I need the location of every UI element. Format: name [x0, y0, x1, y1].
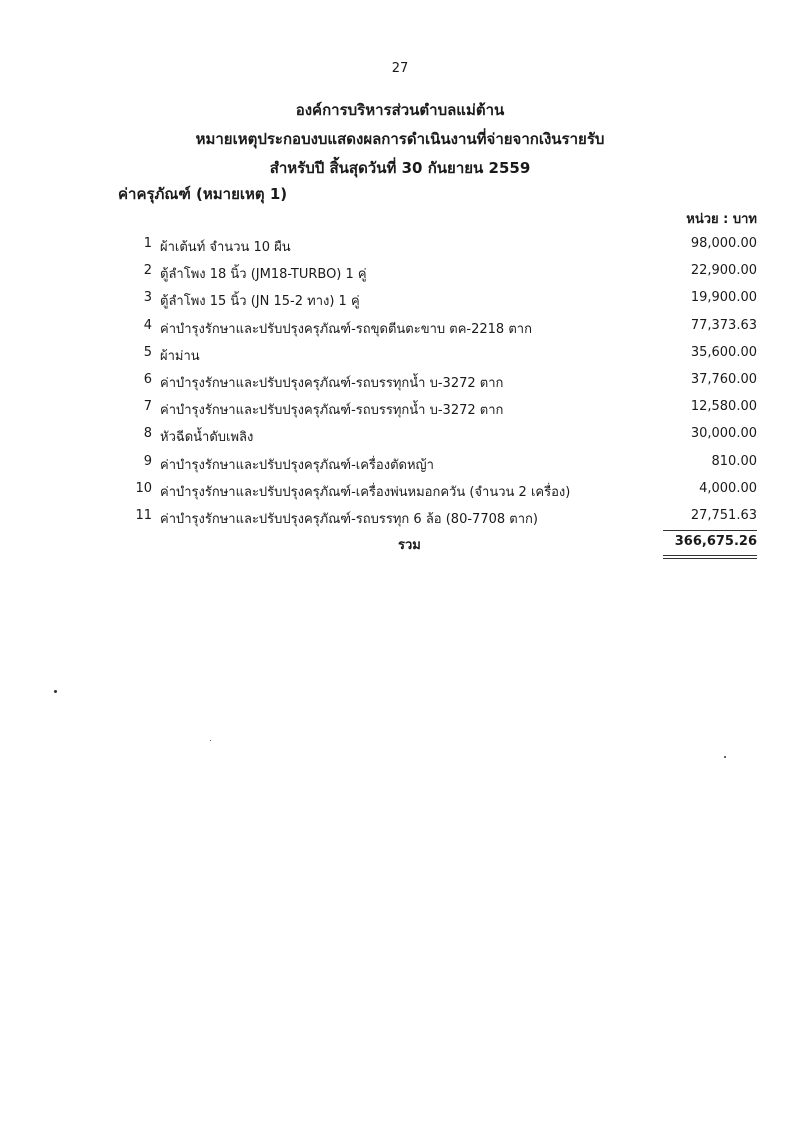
- item-description: ค่าบำรุงรักษาและปรับปรุงครุภัณฑ์-เครื่องพ่นหมอกควัน (จำนวน 2 เครื่อง): [160, 484, 571, 500]
- total-double-rule-lower: [663, 558, 757, 559]
- item-description: ตู้ลำโพง 15 นิ้ว (JN 15-2 ทาง) 1 คู่: [160, 294, 360, 310]
- item-number: 6: [143, 371, 152, 387]
- item-number: 5: [143, 344, 152, 360]
- scan-speck: [54, 690, 57, 693]
- item-number: 4: [143, 317, 152, 333]
- table-row: [0, 395, 800, 422]
- item-amount: 98,000.00: [690, 236, 757, 251]
- section-title: ค่าครุภัณฑ์ (หมายเหตุ 1): [118, 185, 288, 203]
- item-amount: 30,000.00: [690, 426, 757, 442]
- unit-label: หน่วย : บาท: [686, 212, 757, 227]
- report-title: หมายเหตุประกอบงบแสดงผลการดำเนินงานที่จ่ายจากเงินรายรับ: [195, 130, 605, 148]
- table-row: [0, 314, 800, 341]
- table-row: [0, 450, 800, 477]
- table-row: [0, 259, 800, 286]
- item-amount: 12,580.00: [690, 399, 757, 415]
- table-row: [0, 286, 800, 313]
- item-description: ค่าบำรุงรักษาและปรับปรุงครุภัณฑ์-รถบรรทุก 6 ล้อ (80-7708 ตาก): [160, 511, 538, 527]
- item-number: 8: [143, 426, 152, 442]
- items-table: [0, 232, 800, 531]
- item-amount: 27,751.63: [690, 507, 757, 523]
- table-row: [0, 341, 800, 368]
- item-amount: 4,000.00: [699, 480, 757, 496]
- item-number: 9: [143, 453, 152, 469]
- item-description: ตู้ลำโพง 18 นิ้ว (JM18-TURBO) 1 คู่: [160, 267, 367, 283]
- item-description: ค่าบำรุงรักษาและปรับปรุงครุภัณฑ์-รถขุดตีนตะขาบ ตค-2218 ตาก: [160, 321, 532, 337]
- item-number: 1: [143, 236, 152, 251]
- item-description: หัวฉีดน้ำดับเพลิง: [160, 430, 254, 446]
- table-row: [0, 504, 800, 531]
- table-row: [0, 422, 800, 449]
- total-row: [0, 530, 800, 556]
- item-number: 11: [135, 507, 152, 523]
- item-description: ผ้าเต้นท์ จำนวน 10 ผืน: [160, 240, 291, 255]
- scan-speck: [724, 756, 726, 758]
- item-description: ค่าบำรุงรักษาและปรับปรุงครุภัณฑ์-รถบรรทุกน้ำ บ-3272 ตาก: [160, 375, 504, 391]
- item-description: ค่าบำรุงรักษาและปรับปรุงครุภัณฑ์-เครื่องตัดหญ้า: [160, 457, 434, 473]
- document-header: [0, 96, 800, 183]
- total-label: รวม: [398, 538, 421, 553]
- scan-speck: [210, 740, 211, 741]
- item-number: 3: [143, 290, 152, 306]
- item-number: 10: [135, 480, 152, 496]
- report-period: สำหรับปี สิ้นสุดวันที่ 30 กันยายน 2559: [269, 159, 531, 177]
- item-number: 7: [143, 399, 152, 415]
- item-amount: 35,600.00: [690, 344, 757, 360]
- page-number: 27: [391, 61, 409, 76]
- item-description: ผ้าม่าน: [160, 348, 200, 364]
- total-double-rule-upper: [663, 555, 757, 556]
- organization-name: องค์การบริหารส่วนตำบลแม่ต้าน: [295, 101, 505, 119]
- item-amount: 22,900.00: [690, 263, 757, 279]
- total-amount: 366,675.26: [674, 534, 757, 549]
- item-amount: 810.00: [711, 453, 757, 469]
- item-amount: 77,373.63: [690, 317, 757, 333]
- table-row: [0, 232, 800, 259]
- item-number: 2: [143, 263, 152, 279]
- item-amount: 19,900.00: [690, 290, 757, 306]
- item-amount: 37,760.00: [690, 371, 757, 387]
- table-row: [0, 368, 800, 395]
- item-description: ค่าบำรุงรักษาและปรับปรุงครุภัณฑ์-รถบรรทุกน้ำ บ-3272 ตาก: [160, 403, 504, 419]
- table-row: [0, 477, 800, 504]
